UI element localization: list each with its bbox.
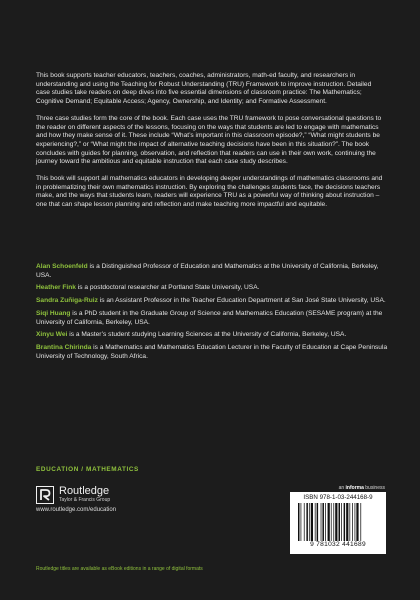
barcode-digits: 9 781032 441689 bbox=[310, 541, 366, 548]
barcode-bar bbox=[317, 503, 319, 541]
author-description: is a Master’s student studying Learning Sciences at the University of California, Berkeley, USA. bbox=[67, 331, 347, 339]
publisher-wordmark bbox=[59, 486, 110, 504]
isbn-number: ISBN 978-1-03-244168-9 bbox=[303, 494, 373, 501]
barcode-bar bbox=[349, 503, 350, 541]
barcode-bar bbox=[331, 503, 332, 541]
subject-category: EDUCATION / MATHEMATICS bbox=[36, 466, 139, 473]
author-description: is a Mathematics and Mathematics Education Lecturer in the Faculty of Education at Cape Peninsula University of Technology, South Africa. bbox=[36, 343, 388, 360]
barcode-bar bbox=[355, 503, 356, 541]
author-name: Sandra Zuñiga-Ruiz bbox=[36, 297, 98, 305]
isbn-barcode bbox=[290, 492, 386, 554]
barcode-bar bbox=[360, 503, 361, 541]
informa-business-label bbox=[290, 485, 385, 491]
barcode-bar bbox=[301, 503, 302, 541]
barcode-bar bbox=[321, 503, 322, 541]
author-description: is an Assistant Professor in the Teacher Education Department at San José State University, USA. bbox=[97, 297, 386, 305]
barcode-bar bbox=[344, 503, 346, 541]
informa-suffix: business bbox=[363, 485, 385, 491]
author-bio bbox=[36, 310, 388, 327]
publisher-group: Taylor & Francis Group bbox=[59, 497, 111, 503]
author-description: is a Distinguished Professor of Education and Mathematics at the University of California, Berkeley, USA. bbox=[36, 263, 379, 279]
barcode-bar bbox=[346, 503, 348, 541]
description-paragraph-1: This book supports teacher educators, teachers, coaches, administrators, math-ed faculty, and researchers in understanding and using the Teaching for Robust Understanding (TRU) Framework to improve instruction. Detailed case studies take readers on deep dives into five essential dimensions of classroom practice: The Mathematics; Cognitive Demand; Equitable Access; Agency, Ownership, and Identity; and Formative Assessment. bbox=[36, 72, 372, 106]
barcode-bar bbox=[335, 503, 337, 541]
author-name: Brantina Chirinda bbox=[36, 343, 92, 351]
author-description: is a postdoctoral researcher at Portland State University, USA. bbox=[75, 284, 260, 292]
barcode-bar bbox=[328, 503, 330, 541]
barcode-bar bbox=[339, 503, 341, 541]
informa-prefix: an bbox=[338, 485, 346, 491]
author-bio bbox=[36, 344, 388, 361]
barcode-bar bbox=[325, 503, 326, 541]
author-bios bbox=[36, 263, 388, 365]
barcode-icon bbox=[298, 503, 378, 541]
author-bio bbox=[36, 297, 388, 306]
publisher-name: Routledge bbox=[59, 485, 110, 497]
publisher-website[interactable]: www.routledge.com/education bbox=[36, 507, 117, 513]
ebook-availability-note: Routledge titles are available as eBook editions in a range of digital formats bbox=[36, 566, 203, 572]
author-name: Siqi Huang bbox=[36, 309, 71, 317]
author-bio bbox=[36, 284, 388, 293]
description-paragraph-3: This book will support all mathematics educators in developing deeper understandings of mathematics classrooms and in problematizing their own mathematics instruction. By exploring the challenges students face, the decisions teachers make, and the ways that students learn, readers will experience TRU as a powerful way of thinking about instruction – one that can shape lesson planning and reflection and make teaching more impactful and equitable. bbox=[36, 175, 383, 209]
author-name: Alan Schoenfeld bbox=[36, 263, 88, 270]
informa-brand: informa bbox=[345, 485, 364, 491]
author-bio bbox=[36, 263, 388, 280]
barcode-bar bbox=[306, 503, 308, 541]
barcode-bar bbox=[304, 503, 305, 541]
barcode-bar bbox=[298, 503, 300, 541]
author-name: Heather Fink bbox=[36, 284, 76, 292]
barcode-bar bbox=[315, 503, 316, 541]
barcode-bar bbox=[322, 503, 324, 541]
barcode-bar bbox=[309, 503, 310, 541]
description-block bbox=[36, 72, 386, 218]
author-description: is a PhD student in the Graduate Group of Science and Mathematics Education (SESAME program) at the University of California, Berkeley, USA. bbox=[36, 309, 383, 326]
description-paragraph-2: Three case studies form the core of the book. Each case uses the TRU framework to pose conversational questions to the reader on different aspects of the lessons, focusing on the ways that students are led to engage with mathematics and how they make sense of it. These include “What’s important in this classroom episode?,” “What might students be experiencing?,” or “What might the impact of alternative teaching decisions have been in this situation?”. The book concludes with guides for planning, observation, and reflection that readers can use in their own work, continuing the journey toward the ambitious and equitable instruction that each case study describes. bbox=[36, 114, 382, 166]
barcode-bar bbox=[352, 503, 353, 541]
barcode-bar bbox=[356, 503, 358, 541]
author-bio bbox=[36, 331, 388, 340]
barcode-bar bbox=[311, 503, 313, 541]
barcode-bar bbox=[333, 503, 334, 541]
author-name: Xinyu Wei bbox=[36, 331, 68, 339]
routledge-logo-icon bbox=[36, 486, 54, 504]
publisher-logo bbox=[36, 486, 110, 504]
barcode-bar bbox=[341, 503, 342, 541]
